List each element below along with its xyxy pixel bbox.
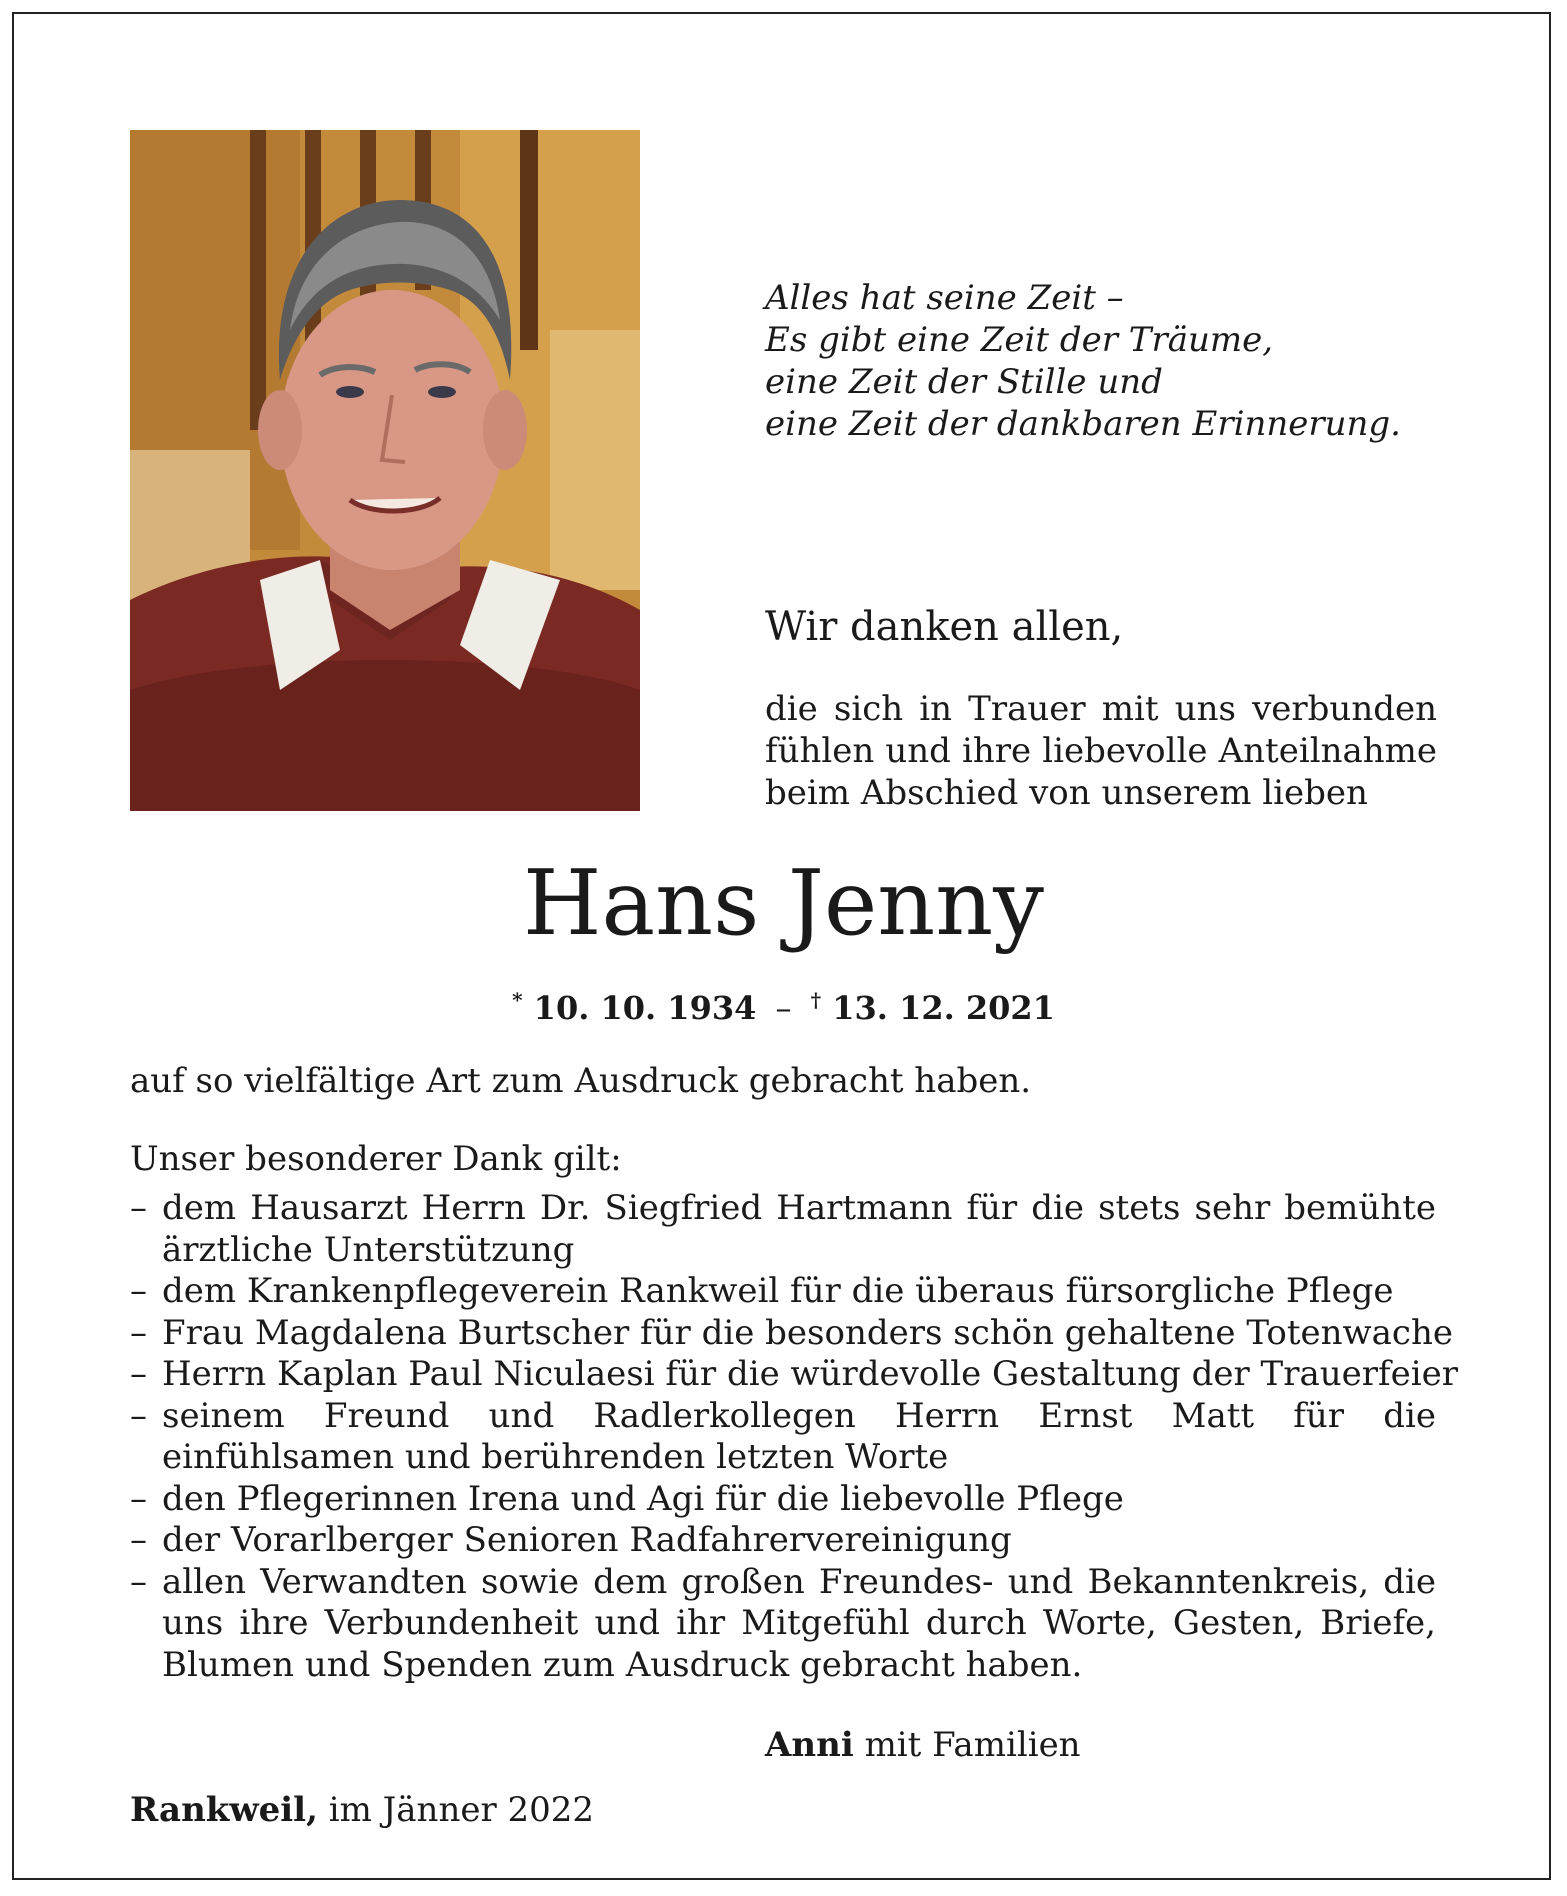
special-thanks-list (130, 1188, 1458, 1686)
signature-rest: mit Familien (864, 1725, 1081, 1765)
poem-line: Es gibt eine Zeit der Träume, (765, 320, 1274, 360)
signature (765, 1724, 1081, 1766)
list-item-text: den Pflegerinnen Irena und Agi für die liebevolle Pflege (162, 1478, 1124, 1519)
thanks-continuation: auf so vielfältige Art zum Ausdruck gebracht haben. (130, 1061, 1032, 1101)
birth-date: 10. 10. 1934 (533, 989, 757, 1027)
date-separator: – (775, 989, 792, 1027)
list-item-text: Frau Magdalena Burtscher für die besonders schön gehaltene Totenwache (162, 1312, 1453, 1353)
thanks-text (765, 688, 1437, 814)
poem-line: eine Zeit der Stille und (765, 362, 1163, 402)
place-town: Rankweil, (130, 1790, 318, 1830)
list-item-text: Herrn Kaplan Paul Niculaesi für die würdevolle Gestaltung der Trauerfeier (162, 1354, 1458, 1394)
list-item-text: seinem Freund und Radlerkollegen Herrn Ernst Matt für die einfühlsamen und berührenden letzten Worte (162, 1395, 1436, 1477)
poem-line: Alles hat seine Zeit – (765, 278, 1124, 318)
signature-name: Anni (765, 1725, 854, 1765)
list-dash: – (130, 1478, 147, 1519)
list-dash: – (130, 1312, 147, 1353)
special-thanks-intro: Unser besonderer Dank gilt: (130, 1139, 622, 1179)
birth-symbol: * (512, 988, 523, 1012)
list-item (130, 1271, 1436, 1313)
list-item-text: allen Verwandten sowie dem großen Freundes- und Bekanntenkreis, die uns ihre Verbundenheit und ihr Mitgefühl durch Worte, Gesten, Briefe, Blumen und Spenden zum Ausdruck gebracht haben. (162, 1561, 1436, 1685)
poem (765, 277, 1485, 445)
place-date (130, 1789, 594, 1831)
thanks-line: die sich in Trauer mit uns verbunden (765, 689, 1437, 729)
deceased-name: Hans Jenny (522, 851, 1044, 956)
death-symbol: † (810, 988, 822, 1012)
death-date: 13. 12. 2021 (832, 989, 1055, 1027)
portrait-photo (130, 130, 640, 811)
list-item (130, 1520, 1436, 1562)
thanks-heading: Wir danken allen, (765, 604, 1124, 650)
list-dash: – (130, 1561, 147, 1602)
list-item (130, 1396, 1436, 1479)
list-item (130, 1312, 1453, 1355)
list-item (130, 1354, 1458, 1396)
place-date-text: im Jänner 2022 (328, 1790, 595, 1830)
list-item-text: dem Krankenpflegeverein Rankweil für die überaus fürsorgliche Pflege (162, 1271, 1394, 1311)
list-dash: – (130, 1271, 147, 1311)
list-item-text: der Vorarlberger Senioren Radfahrervereinigung (162, 1520, 1012, 1560)
thanks-line: beim Abschied von unserem lieben (765, 773, 1368, 813)
list-item (130, 1479, 1436, 1521)
list-dash: – (130, 1520, 147, 1560)
list-item-text: dem Hausarzt Herrn Dr. Siegfried Hartmann für die stets sehr bemühte ärztliche Unterstützung (162, 1188, 1436, 1270)
thanks-line: fühlen und ihre liebevolle Anteilnahme (765, 731, 1437, 771)
list-dash: – (130, 1354, 147, 1394)
life-dates (0, 980, 1567, 1028)
list-item (130, 1562, 1436, 1687)
list-dash: – (130, 1188, 147, 1228)
list-dash: – (130, 1395, 147, 1436)
list-item (130, 1188, 1436, 1271)
poem-line: eine Zeit der dankbaren Erinnerung. (765, 404, 1401, 444)
